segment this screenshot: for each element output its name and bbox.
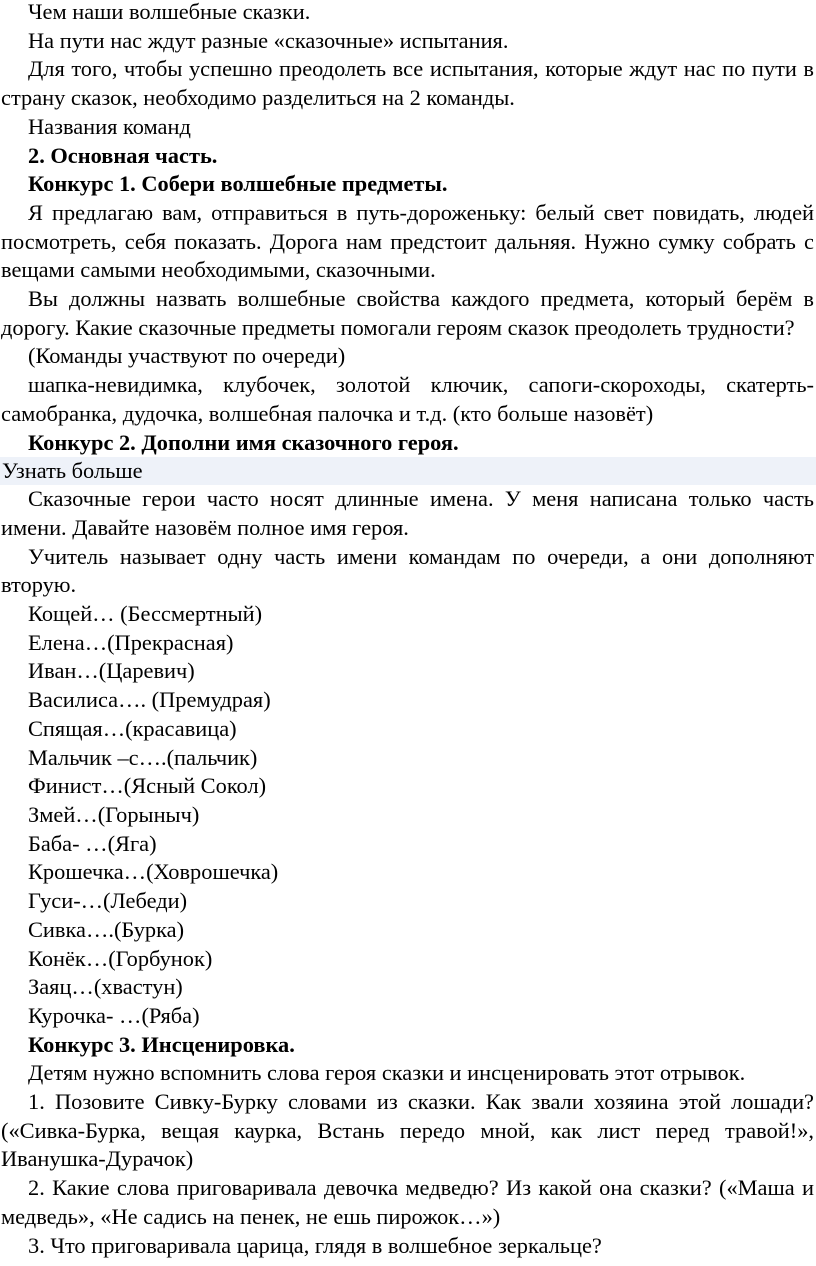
paragraph: 2. Какие слова приговаривала девочка медведю? Из какой она сказки? («Маша и медведь», «Не садись на пенек, не ешь пирожок…») (1, 1175, 814, 1229)
contest-1-heading: Конкурс 1. Собери волшебные предметы. (28, 171, 448, 197)
paragraph: 1. Позовите Сивку-Бурку словами из сказки. Как звали хозяина этой лошади? («Сивка-Бурка, вещая каурка, Встань передо мной, как лист перед травой!», Иванушка-Дурачок) (1, 1089, 814, 1172)
list-item: Курочка- …(Ряба) (28, 1002, 200, 1028)
list-item: Сивка….(Бурка) (28, 916, 185, 942)
paragraph: Чем наши волшебные сказки. (28, 0, 311, 24)
list-item: Заяц…(хвастун) (28, 974, 183, 1000)
paragraph: 3. Что приговаривала царица, глядя в волшебное зеркальце? (28, 1232, 602, 1258)
list-item: Василиса…. (Премудрая) (28, 687, 271, 713)
paragraph: Для того, чтобы успешно преодолеть все испытания, которые ждут нас по пути в страну сказок, необходимо разделиться на 2 команды. (1, 56, 814, 111)
list-item: Змей…(Горыныч) (28, 801, 200, 827)
learn-more-bar[interactable] (0, 457, 816, 485)
list-item: Елена…(Прекрасная) (28, 629, 234, 655)
paragraph: Названия команд (28, 113, 191, 139)
list-item: Крошечка…(Ховрошечка) (28, 859, 279, 885)
paragraph: Детям нужно вспомнить слова героя сказки и инсценировать этот отрывок. (28, 1060, 746, 1086)
paragraph: Сказочные герои часто носят длинные имена. У меня написана только часть имени. Давайте назовём полное имя героя. (1, 486, 814, 540)
paragraph: шапка-невидимка, клубочек, золотой ключик, сапоги-скороходы, скатерть-самобранка, дудочка, волшебная палочка и т.д. (кто больше назовёт) (1, 372, 814, 426)
section-heading: 2. Основная часть. (28, 142, 218, 168)
learn-more-link[interactable]: Узнать больше (2, 458, 143, 484)
list-item: Гуси-…(Лебеди) (28, 888, 188, 914)
list-item: Баба- …(Яга) (28, 830, 157, 856)
list-item: Мальчик –с….(пальчик) (28, 744, 258, 770)
list-item: Финист…(Ясный Сокол) (28, 773, 267, 799)
paragraph: Учитель называет одну часть имени командам по очереди, а они дополняют вторую. (1, 543, 814, 598)
paragraph: Вы должны назвать волшебные свойства каждого предмета, который берём в дорогу. Какие сказочные предметы помогали героям сказок преодолеть трудности? (1, 286, 814, 340)
list-item: Иван…(Царевич) (28, 658, 195, 684)
paragraph: На пути нас ждут разные «сказочные» испытания. (28, 27, 509, 53)
paragraph: Я предлагаю вам, отправиться в путь-дороженьку: белый свет повидать, людей посмотреть, себя показать. Дорога нам предстоит дальняя. Нужно сумку собрать с вещами самыми необходимыми, сказочными. (1, 199, 814, 283)
list-item: Кощей… (Бессмертный) (28, 601, 263, 627)
list-item: Конёк…(Горбунок) (28, 945, 213, 971)
paragraph: (Команды участвуют по очереди) (28, 343, 346, 369)
contest-2-heading: Конкурс 2. Дополни имя сказочного героя. (28, 429, 459, 455)
list-item: Спящая…(красавица) (28, 715, 237, 741)
contest-3-heading: Конкурс 3. Инсценировка. (28, 1031, 295, 1057)
